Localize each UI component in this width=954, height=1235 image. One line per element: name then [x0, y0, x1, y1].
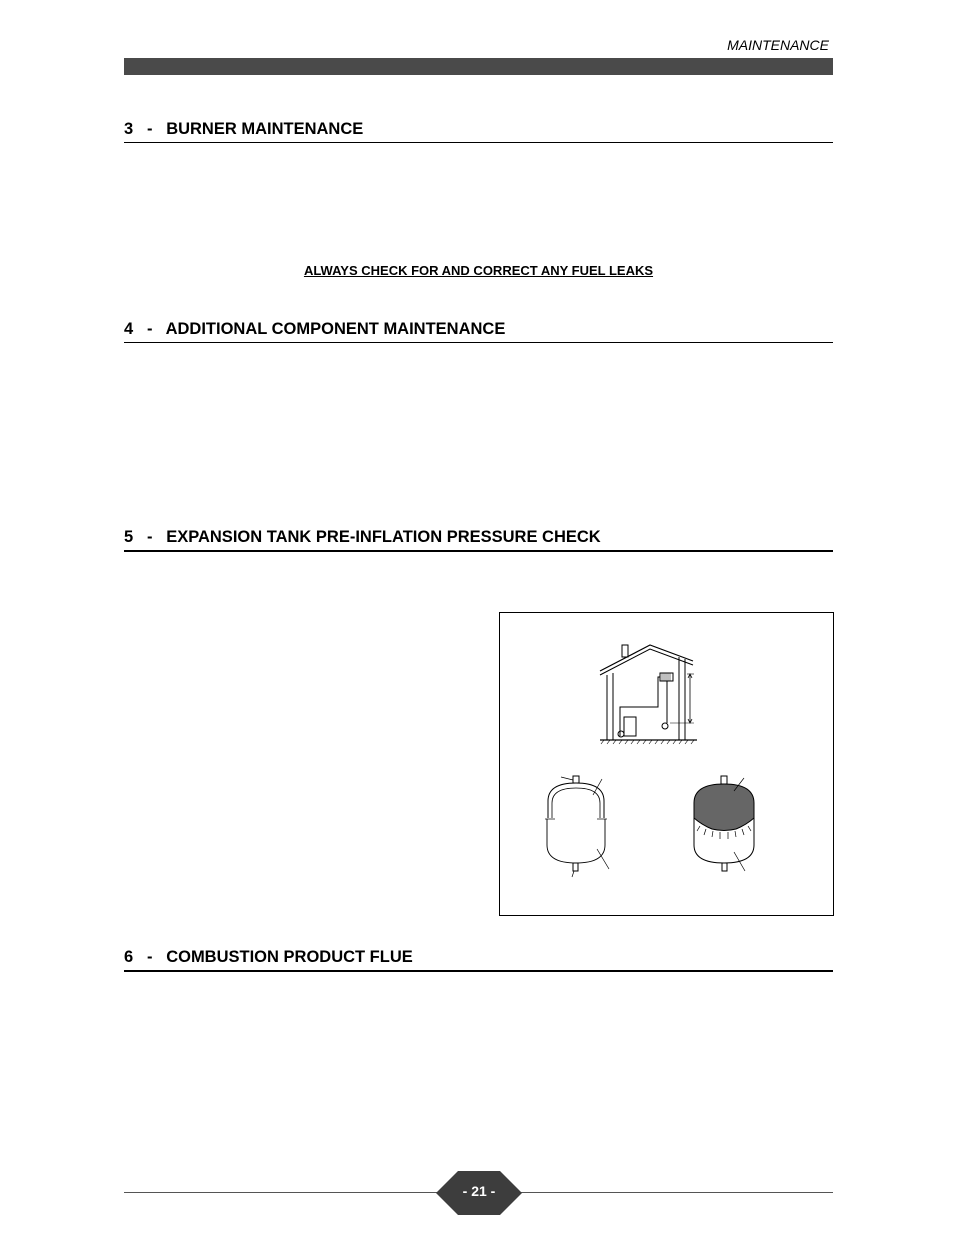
tank-before-illustration [545, 776, 609, 877]
section-5-title: EXPANSION TANK PRE-INFLATION PRESSURE CHECK [166, 528, 601, 546]
section-3-heading: 3 - BURNER MAINTENANCE [124, 120, 833, 143]
expansion-tank-figure [499, 612, 834, 916]
section-6-heading: 6 - COMBUSTION PRODUCT FLUE [124, 948, 833, 972]
house-illustration [600, 645, 697, 744]
section-6-number: 6 [124, 948, 134, 966]
section-4-number: 4 [124, 320, 134, 338]
section-4-title: ADDITIONAL COMPONENT MAINTENANCE [165, 320, 506, 338]
page-number: - 21 - [462, 1183, 496, 1199]
section-5-number: 5 [124, 528, 134, 546]
running-head: MAINTENANCE [727, 37, 829, 53]
section-4-heading: 4 - ADDITIONAL COMPONENT MAINTENANCE [124, 320, 833, 343]
section-3-title: BURNER MAINTENANCE [166, 120, 364, 138]
section-6-title: COMBUSTION PRODUCT FLUE [166, 948, 413, 966]
section-5-heading: 5 - EXPANSION TANK PRE-INFLATION PRESSURE CHECK [124, 528, 833, 552]
expansion-tank-diagram [500, 613, 833, 915]
header-bar [124, 58, 833, 75]
section-3-number: 3 [124, 120, 134, 138]
tank-after-illustration [694, 776, 754, 871]
fuel-leak-warning: ALWAYS CHECK FOR AND CORRECT ANY FUEL LEAKS [303, 263, 654, 278]
